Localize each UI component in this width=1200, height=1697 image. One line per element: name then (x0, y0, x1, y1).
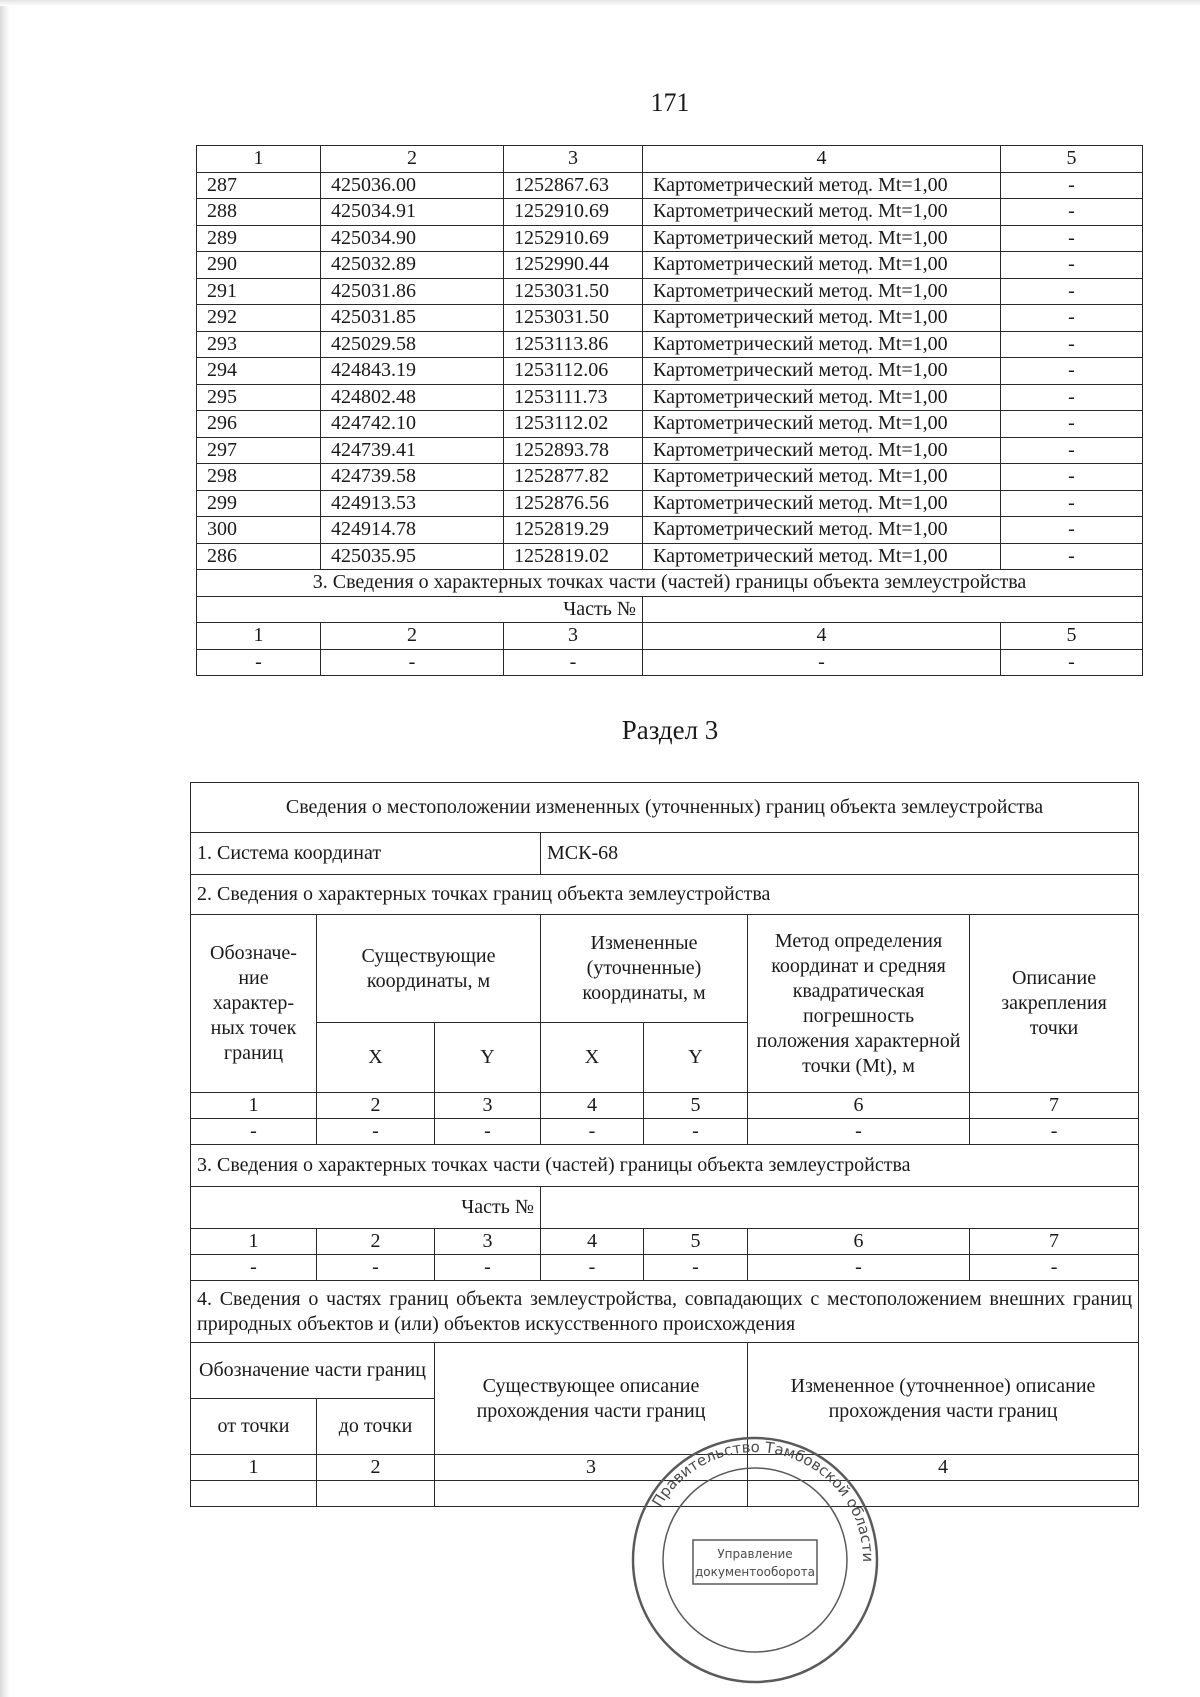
y-coordinate-cell: 1252877.82 (504, 464, 643, 491)
description-cell: - (1001, 490, 1143, 517)
x-coordinate-cell: 425032.89 (321, 252, 504, 279)
method-cell: Картометрический метод. Mt=1,00 (643, 331, 1001, 358)
part-number-label: Часть № (197, 596, 643, 623)
part-section-title: 3. Сведения о характерных точках части (частей) границы объекта землеустройства (197, 570, 1143, 597)
method-cell: Картометрический метод. Mt=1,00 (643, 199, 1001, 226)
part-title-row (191, 1145, 1139, 1187)
header-cell: 1 (191, 1093, 317, 1119)
points-title: 2. Сведения о характерных точках границ объекта землеустройства (191, 875, 1139, 915)
description-cell: - (1001, 543, 1143, 570)
header-cell: 5 (644, 1229, 748, 1255)
x-coordinate-cell: 425035.95 (321, 543, 504, 570)
col-from-point: от точки (191, 1399, 317, 1455)
y-coordinate-cell: 1253113.86 (504, 331, 643, 358)
section-title: Раздел 3 (621, 715, 719, 745)
method-cell: Картометрический метод. Mt=1,00 (643, 225, 1001, 252)
y-coordinate-cell: 1253031.50 (504, 278, 643, 305)
coordinates-table (196, 145, 1143, 676)
col-changed-coords: Измененные (уточненные) координаты, м (541, 915, 748, 1023)
table-row (197, 358, 1143, 385)
part-number-row (197, 596, 1143, 623)
x-label: X (541, 1023, 644, 1093)
table-cell: - (435, 1255, 541, 1281)
col-description: Описание закрепления точки (970, 915, 1139, 1093)
y-coordinate-cell: 1253031.50 (504, 305, 643, 332)
table-cell: - (435, 1119, 541, 1145)
y-coordinate-cell: 1253111.73 (504, 384, 643, 411)
table-cell: - (191, 1255, 317, 1281)
method-cell: Картометрический метод. Mt=1,00 (643, 305, 1001, 332)
header-cell: 7 (970, 1229, 1139, 1255)
table-row (197, 278, 1143, 305)
point-id-cell: 296 (197, 411, 321, 438)
header-cell: 2 (321, 623, 504, 650)
table-cell: - (197, 649, 321, 676)
description-cell: - (1001, 331, 1143, 358)
header-cell: 1 (191, 1229, 317, 1255)
table-row (197, 172, 1143, 199)
point-id-cell: 299 (197, 490, 321, 517)
table-row (197, 225, 1143, 252)
y-coordinate-cell: 1252867.63 (504, 172, 643, 199)
col-designation: Обозначе-ние характер-ных точек границ (191, 915, 317, 1093)
point-id-cell: 288 (197, 199, 321, 226)
part-empty-row (197, 649, 1143, 676)
description-cell: - (1001, 278, 1143, 305)
table-row (197, 331, 1143, 358)
table-cell (317, 1481, 435, 1507)
y-coordinate-cell: 1252910.69 (504, 199, 643, 226)
section4-title-row (191, 1281, 1139, 1343)
y-coordinate-cell: 1252990.44 (504, 252, 643, 279)
table-cell: - (970, 1255, 1139, 1281)
header-cell: 6 (748, 1093, 970, 1119)
description-cell: - (1001, 517, 1143, 544)
header-cell: 4 (748, 1455, 1139, 1481)
x-coordinate-cell: 425034.90 (321, 225, 504, 252)
section4-title: 4. Сведения о частях границ объекта землеустройства, совпадающих с местоположением внешних границ природных объектов и (или) объектов искусственного происхождения (191, 1281, 1139, 1343)
section4-header-row (191, 1343, 1139, 1399)
point-id-cell: 290 (197, 252, 321, 279)
point-id-cell: 293 (197, 331, 321, 358)
official-stamp (625, 1430, 885, 1690)
point-id-cell: 295 (197, 384, 321, 411)
table-cell: - (317, 1255, 435, 1281)
description-cell: - (1001, 305, 1143, 332)
point-id-cell: 300 (197, 517, 321, 544)
changed-boundaries-table (190, 782, 1139, 1507)
part-title: 3. Сведения о характерных точках части (частей) границы объекта землеустройства (191, 1145, 1139, 1187)
part-empty-row (191, 1255, 1139, 1281)
description-cell: - (1001, 411, 1143, 438)
part-number-row (191, 1187, 1139, 1229)
table-cell: - (644, 1119, 748, 1145)
x-coordinate-cell: 424843.19 (321, 358, 504, 385)
x-coordinate-cell: 424802.48 (321, 384, 504, 411)
x-coordinate-cell: 425031.86 (321, 278, 504, 305)
method-cell: Картометрический метод. Mt=1,00 (643, 278, 1001, 305)
point-id-cell: 294 (197, 358, 321, 385)
x-coordinate-cell: 425031.85 (321, 305, 504, 332)
header-cell: 1 (197, 623, 321, 650)
table-cell: - (541, 1119, 644, 1145)
header-cell: 2 (317, 1455, 435, 1481)
table-cell: - (643, 649, 1001, 676)
header-cell: 3 (435, 1455, 748, 1481)
description-cell: - (1001, 199, 1143, 226)
header-cell: 1 (191, 1455, 317, 1481)
y-label: Y (644, 1023, 748, 1093)
method-cell: Картометрический метод. Mt=1,00 (643, 437, 1001, 464)
col-existing-coords: Существующие координаты, м (317, 915, 541, 1023)
table-row (197, 490, 1143, 517)
description-cell: - (1001, 252, 1143, 279)
title-row (191, 783, 1139, 833)
table-row (197, 437, 1143, 464)
stamp-center-text-2: документооборота (695, 1565, 815, 1579)
header-cell: 4 (541, 1229, 644, 1255)
table-cell (191, 1481, 317, 1507)
table-cell: - (1001, 649, 1143, 676)
table-cell: - (541, 1255, 644, 1281)
x-label: X (317, 1023, 435, 1093)
description-cell: - (1001, 464, 1143, 491)
part-column-numbers-row (191, 1229, 1139, 1255)
table-row (197, 464, 1143, 491)
method-cell: Картометрический метод. Mt=1,00 (643, 517, 1001, 544)
x-coordinate-cell: 424739.58 (321, 464, 504, 491)
y-coordinate-cell: 1252876.56 (504, 490, 643, 517)
part-number-value (643, 596, 1143, 623)
points-header-row (191, 915, 1139, 1023)
point-id-cell: 297 (197, 437, 321, 464)
page-number: 171 (650, 88, 690, 117)
part-number-label: Часть № (191, 1187, 541, 1229)
table-cell: - (644, 1255, 748, 1281)
part-number-value (541, 1187, 1139, 1229)
description-cell: - (1001, 358, 1143, 385)
point-id-cell: 291 (197, 278, 321, 305)
header-cell: 3 (504, 146, 643, 173)
header-cell: 5 (1001, 623, 1143, 650)
part-section-row (197, 570, 1143, 597)
header-cell: 5 (1001, 146, 1143, 173)
method-cell: Картометрический метод. Mt=1,00 (643, 464, 1001, 491)
table-cell: - (317, 1119, 435, 1145)
method-cell: Картометрический метод. Mt=1,00 (643, 384, 1001, 411)
y-coordinate-cell: 1252819.29 (504, 517, 643, 544)
y-coordinate-cell: 1253112.02 (504, 411, 643, 438)
coordinates-table-body (197, 172, 1143, 570)
stamp-center-text-1: Управление (717, 1547, 793, 1561)
col-part-designation: Обозначение части границ (191, 1343, 435, 1399)
x-coordinate-cell: 424739.41 (321, 437, 504, 464)
header-cell: 1 (197, 146, 321, 173)
part-header-row (197, 623, 1143, 650)
description-cell: - (1001, 437, 1143, 464)
method-cell: Картометрический метод. Mt=1,00 (643, 411, 1001, 438)
table-cell: - (504, 649, 643, 676)
col-method: Метод определения координат и средняя квадратическая погрешность положения характерной точки (Mt), м (748, 915, 970, 1093)
description-cell: - (1001, 225, 1143, 252)
header-cell: 3 (435, 1093, 541, 1119)
table-cell: - (748, 1119, 970, 1145)
header-cell: 2 (321, 146, 504, 173)
header-cell: 3 (435, 1229, 541, 1255)
x-coordinate-cell: 424913.53 (321, 490, 504, 517)
method-cell: Картометрический метод. Mt=1,00 (643, 490, 1001, 517)
coord-system-label: 1. Система координат (191, 833, 541, 875)
table-cell: - (970, 1119, 1139, 1145)
coord-system-row (191, 833, 1139, 875)
table-cell: - (748, 1255, 970, 1281)
y-coordinate-cell: 1252910.69 (504, 225, 643, 252)
y-coordinate-cell: 1253112.06 (504, 358, 643, 385)
header-cell: 2 (317, 1229, 435, 1255)
point-id-cell: 287 (197, 172, 321, 199)
points-title-row (191, 875, 1139, 915)
col-to-point: до точки (317, 1399, 435, 1455)
method-cell: Картометрический метод. Mt=1,00 (643, 358, 1001, 385)
header-cell: 2 (317, 1093, 435, 1119)
point-id-cell: 289 (197, 225, 321, 252)
header-cell: 4 (643, 623, 1001, 650)
table-row (197, 517, 1143, 544)
table-row (197, 384, 1143, 411)
header-cell: 7 (970, 1093, 1139, 1119)
table-row (197, 411, 1143, 438)
method-cell: Картометрический метод. Mt=1,00 (643, 252, 1001, 279)
col-changed-description: Измененное (уточненное) описание прохождения части границ (748, 1343, 1139, 1455)
point-id-cell: 292 (197, 305, 321, 332)
point-id-cell: 298 (197, 464, 321, 491)
table-header-row (197, 146, 1143, 173)
table-cell: - (191, 1119, 317, 1145)
point-id-cell: 286 (197, 543, 321, 570)
table-row (197, 252, 1143, 279)
x-coordinate-cell: 425034.91 (321, 199, 504, 226)
x-coordinate-cell: 425029.58 (321, 331, 504, 358)
x-coordinate-cell: 424914.78 (321, 517, 504, 544)
col-existing-description: Существующее описание прохождения части границ (435, 1343, 748, 1455)
column-numbers-row (191, 1093, 1139, 1119)
header-cell: 5 (644, 1093, 748, 1119)
y-coordinate-cell: 1252819.02 (504, 543, 643, 570)
table-row (197, 199, 1143, 226)
x-coordinate-cell: 425036.00 (321, 172, 504, 199)
table-row (197, 305, 1143, 332)
y-label: Y (435, 1023, 541, 1093)
table-title: Сведения о местоположении измененных (уточненных) границ объекта землеустройства (191, 783, 1139, 833)
header-cell: 3 (504, 623, 643, 650)
scan-edge-top (0, 0, 1200, 6)
description-cell: - (1001, 172, 1143, 199)
table-row (197, 543, 1143, 570)
description-cell: - (1001, 384, 1143, 411)
empty-row (191, 1119, 1139, 1145)
method-cell: Картометрический метод. Mt=1,00 (643, 172, 1001, 199)
table-cell: - (321, 649, 504, 676)
header-cell: 4 (643, 146, 1001, 173)
coord-system-value: МСК-68 (541, 833, 1139, 875)
stamp-outer-text: Правительство Тамбовской области (648, 1437, 878, 1563)
header-cell: 6 (748, 1229, 970, 1255)
x-coordinate-cell: 424742.10 (321, 411, 504, 438)
scan-edge-left (0, 0, 10, 1697)
method-cell: Картометрический метод. Mt=1,00 (643, 543, 1001, 570)
y-coordinate-cell: 1252893.78 (504, 437, 643, 464)
header-cell: 4 (541, 1093, 644, 1119)
